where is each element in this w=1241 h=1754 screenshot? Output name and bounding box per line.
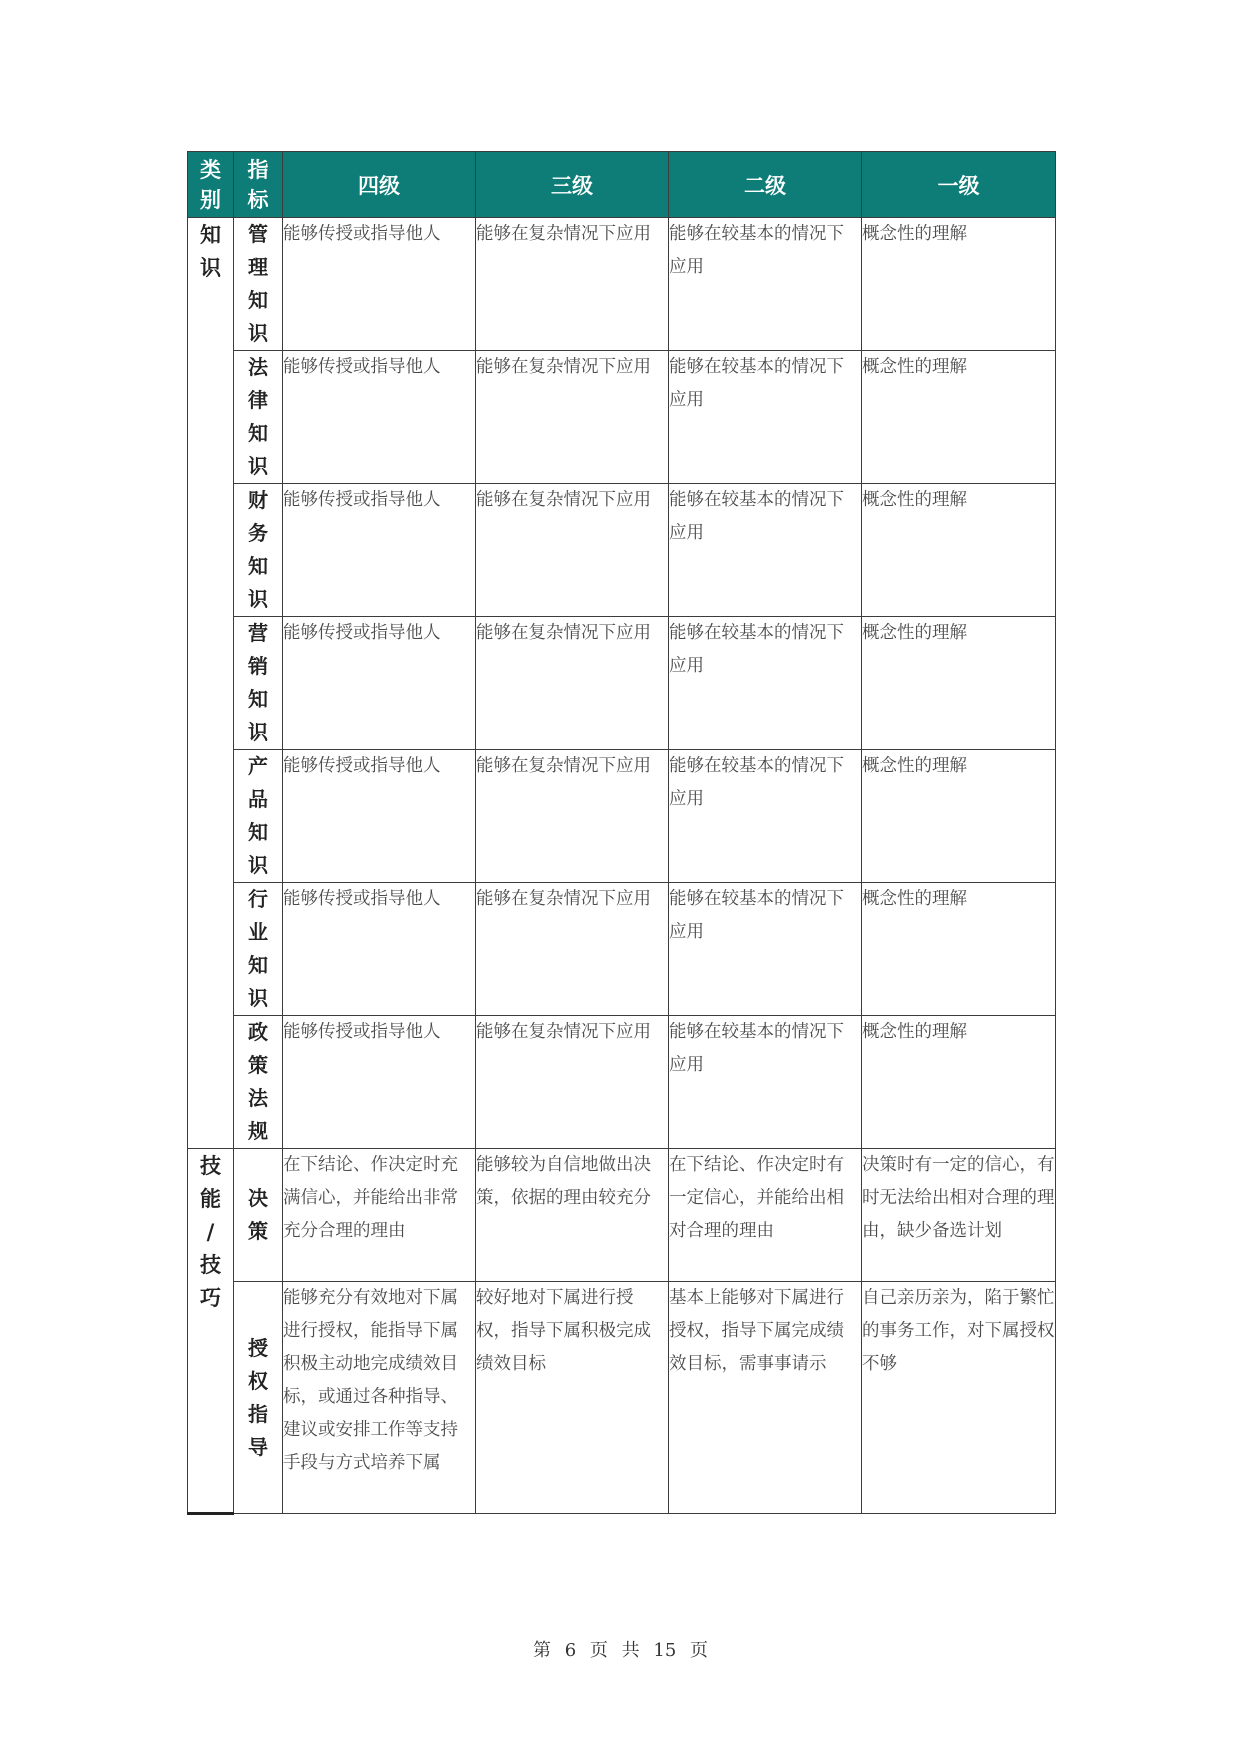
- level4-cell: 能够传授或指导他人: [283, 218, 476, 351]
- footer-page-number: 6: [564, 1640, 577, 1661]
- level4-cell: 能够传授或指导他人: [283, 617, 476, 750]
- level4-cell: 能够传授或指导他人: [283, 484, 476, 617]
- level3-cell: 较好地对下属进行授权，指导下属积极完成绩效目标: [476, 1282, 669, 1514]
- header-indicator: 指 标: [234, 152, 283, 218]
- header-level2: 二级: [669, 152, 862, 218]
- level2-cell: 能够在较基本的情况下应用: [669, 218, 862, 351]
- indicator-cell: 财 务 知 识: [234, 484, 283, 617]
- table-row: [188, 1282, 1056, 1514]
- level1-cell: 概念性的理解: [862, 484, 1056, 617]
- level1-cell: 概念性的理解: [862, 1016, 1056, 1149]
- level2-cell: 能够在较基本的情况下应用: [669, 617, 862, 750]
- table-row: [188, 883, 1056, 1016]
- level1-cell: 概念性的理解: [862, 218, 1056, 351]
- level1-cell: 自己亲历亲为，陷于繁忙的事务工作，对下属授权不够: [862, 1282, 1056, 1514]
- indicator-cell: 产 品 知 识: [234, 750, 283, 883]
- indicator-cell: 营 销 知 识: [234, 617, 283, 750]
- category-knowledge: 知 识: [188, 218, 234, 1149]
- table-row: [188, 617, 1056, 750]
- footer-prefix: 第: [532, 1640, 551, 1661]
- header-category: 类 别: [188, 152, 234, 218]
- level3-cell: 能够在复杂情况下应用: [476, 617, 669, 750]
- table-row: [188, 218, 1056, 351]
- level2-cell: 能够在较基本的情况下应用: [669, 484, 862, 617]
- header-level4: 四级: [283, 152, 476, 218]
- level4-cell: 能够传授或指导他人: [283, 750, 476, 883]
- level3-cell: 能够在复杂情况下应用: [476, 484, 669, 617]
- table-row: [188, 750, 1056, 883]
- indicator-cell: 决 策: [234, 1149, 283, 1282]
- level3-cell: 能够在复杂情况下应用: [476, 750, 669, 883]
- level3-cell: 能够在复杂情况下应用: [476, 1016, 669, 1149]
- header-level1: 一级: [862, 152, 1056, 218]
- level4-cell: 在下结论、作决定时充满信心，并能给出非常充分合理的理由: [283, 1149, 476, 1282]
- indicator-cell: 政 策 法 规: [234, 1016, 283, 1149]
- indicator-cell: 管 理 知 识: [234, 218, 283, 351]
- level4-cell: 能够传授或指导他人: [283, 883, 476, 1016]
- level1-cell: 概念性的理解: [862, 617, 1056, 750]
- footer-page-word: 页: [589, 1640, 608, 1661]
- level3-cell: 能够在复杂情况下应用: [476, 351, 669, 484]
- indicator-cell: 授 权 指 导: [234, 1282, 283, 1514]
- table-row: [188, 351, 1056, 484]
- level4-cell: 能够充分有效地对下属进行授权，能指导下属积极主动地完成绩效目标，或通过各种指导、建议或安排工作等支持手段与方式培养下属: [283, 1282, 476, 1514]
- category-skills: 技 能 / 技 巧: [188, 1149, 234, 1514]
- level1-cell: 概念性的理解: [862, 351, 1056, 484]
- level1-cell: 概念性的理解: [862, 750, 1056, 883]
- level3-cell: 能够在复杂情况下应用: [476, 218, 669, 351]
- footer-suffix: 页: [690, 1640, 709, 1661]
- table-row: [188, 484, 1056, 617]
- level2-cell: 在下结论、作决定时有一定信心，并能给出相对合理的理由: [669, 1149, 862, 1282]
- indicator-cell: 法 律 知 识: [234, 351, 283, 484]
- footer-total-pages: 15: [653, 1640, 677, 1661]
- table-row: [188, 1149, 1056, 1282]
- level1-cell: 决策时有一定的信心，有时无法给出相对合理的理由，缺少备选计划: [862, 1149, 1056, 1282]
- level2-cell: 能够在较基本的情况下应用: [669, 883, 862, 1016]
- header-level3: 三级: [476, 152, 669, 218]
- level4-cell: 能够传授或指导他人: [283, 1016, 476, 1149]
- competency-table: [187, 151, 1056, 1515]
- table-row: [188, 1016, 1056, 1149]
- level3-cell: 能够在复杂情况下应用: [476, 883, 669, 1016]
- footer-total-word: 共: [621, 1640, 640, 1661]
- level2-cell: 能够在较基本的情况下应用: [669, 1016, 862, 1149]
- table-header-row: [188, 152, 1056, 218]
- level1-cell: 概念性的理解: [862, 883, 1056, 1016]
- indicator-cell: 行 业 知 识: [234, 883, 283, 1016]
- page-footer: [0, 1636, 1241, 1662]
- level3-cell: 能够较为自信地做出决策，依据的理由较充分: [476, 1149, 669, 1282]
- level2-cell: 能够在较基本的情况下应用: [669, 750, 862, 883]
- level4-cell: 能够传授或指导他人: [283, 351, 476, 484]
- level2-cell: 基本上能够对下属进行授权，指导下属完成绩效目标，需事事请示: [669, 1282, 862, 1514]
- level2-cell: 能够在较基本的情况下应用: [669, 351, 862, 484]
